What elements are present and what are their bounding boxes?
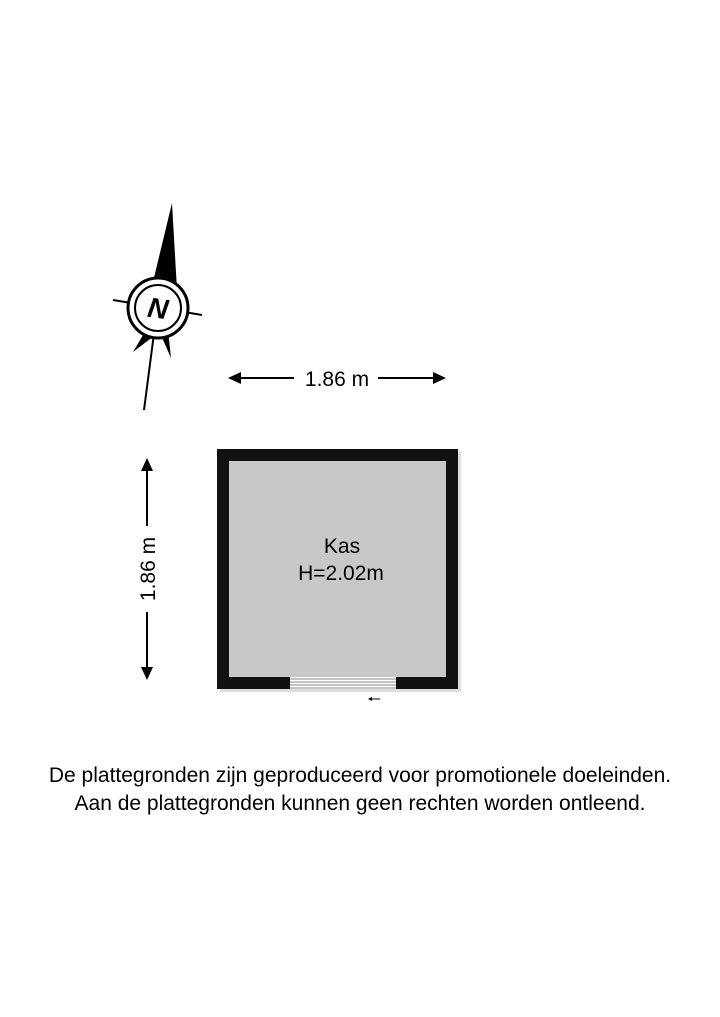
compass-letter: N xyxy=(145,291,171,326)
disclaimer xyxy=(0,762,720,818)
disclaimer-line-2: Aan de plattegronden kunnen geen rechten worden ontleend. xyxy=(74,792,646,815)
door-opening xyxy=(290,677,396,689)
north-compass-icon xyxy=(113,203,202,410)
width-dimension xyxy=(228,368,446,391)
room-kas xyxy=(217,449,461,701)
disclaimer-line-1: De plattegronden zijn geproduceerd voor promotionele doeleinden. xyxy=(48,764,672,787)
sliding-direction-arrow-icon xyxy=(368,697,380,701)
depth-dimension xyxy=(137,458,160,680)
room-height: H=2.02m xyxy=(298,562,384,585)
width-dimension-label: 1.86 m xyxy=(304,368,370,391)
room-name: Kas xyxy=(323,535,361,558)
depth-dimension-label: 1.86 m xyxy=(137,536,160,602)
